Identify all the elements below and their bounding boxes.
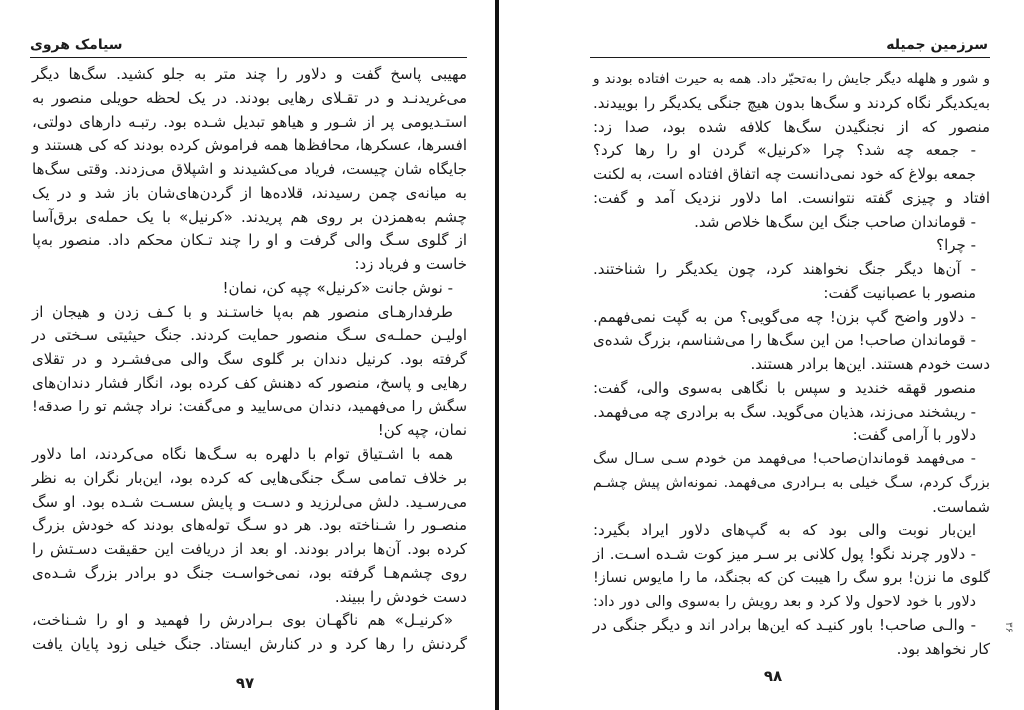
line-text: افتاد و چیزی گفته نتوانست. اما دلاور نزدیک آمد و گفت: (593, 188, 990, 207)
line-text: می‌رسـید. دلش می‌لرزید و دسـت و پایش سسـت شـده بود. او سگ (32, 492, 467, 511)
line-text: - قوماندان صاحب جنگ این سگ‌ها خلاص شد. (694, 212, 976, 231)
line-text: گردنش را رها کرد و در کنارش ایستاد. جنگ خیلی زود پایان یافت (32, 635, 467, 653)
line-text: - نوش جانت «کرنیل» چپه کن، نمان! (222, 278, 453, 297)
line-text: «کرنیـل» هم ناگهـان بوی بـرادرش را فهمید و او را شـناخت، (32, 611, 453, 630)
line-text: - قوماندان صاحب! من این سگ‌ها را می‌شناسم، بزرگ شده‌ی (593, 331, 976, 350)
line-text: منصور با عصبانیت گفت: (823, 283, 976, 302)
text-line (593, 567, 990, 591)
text-line (32, 491, 467, 515)
text-line (32, 443, 467, 467)
text-line (593, 163, 990, 187)
running-head-author: سیامک هروی (30, 37, 123, 53)
text-line (593, 234, 990, 258)
text-line (32, 348, 467, 372)
text-line (32, 396, 467, 420)
line-text: و شور و هلهله دیگر جایش را به‌تحیّر داد. همه به حیرت افتاده بودند و (593, 71, 990, 87)
body-text (32, 63, 467, 657)
line-text: - آن‌ها دیگر جنگ نخواهند کرد، چون یکدیگر را شناختند. (593, 260, 976, 278)
running-head-title: سرزمین جمیله (886, 37, 988, 53)
line-text: - جمعه چه شد؟ چرا «کرنیل» گردن او را رها کرد؟ (593, 141, 976, 160)
text-line (32, 277, 467, 301)
header-rule (590, 57, 990, 58)
line-text: - ریشخند می‌زند، هذیان می‌گوید. سگ به برادری چه می‌فهمد. (593, 402, 976, 421)
line-text: استـدیومی پر از شـور و هیاهو تبدیل شـده بود. رتبـه دارهای دولتی، (32, 112, 467, 131)
line-text: جایگاه شان چیست، فریاد می‌کشیدند و اشپلاق می‌زدند. وقتی سگ‌ها (32, 160, 467, 178)
line-text: همه با اشـتیاق توام با دلهره به سـگ‌ها نگاه می‌کردند، اما دلاور (32, 445, 453, 463)
text-line (593, 116, 990, 140)
line-text: کار نخواهد بود. (896, 640, 990, 658)
line-text: - چرا؟ (936, 236, 976, 255)
line-text: منصور قهقه خندید و سپس با نگاهی به‌سوی والی، گفت: (593, 378, 976, 397)
text-line (593, 282, 990, 306)
text-line (32, 538, 467, 562)
text-line (593, 448, 990, 472)
text-line (593, 187, 990, 211)
text-line (32, 134, 467, 158)
line-text: مهیبی پاسخ گفت و دلاور را چند متر به جلو کشید. سگ‌ها دیگر (32, 65, 467, 83)
text-line (32, 562, 467, 586)
text-line (593, 401, 990, 425)
text-line (593, 424, 990, 448)
text-line (32, 419, 467, 443)
text-line (593, 68, 990, 92)
line-text: دست خودش را ببیند. (334, 587, 467, 606)
text-line (593, 306, 990, 330)
line-text: گلوی ما نزن! برو سگ را هیبت کن که بجنگد، ما را مایوس نساز! (593, 569, 990, 586)
page-number: ۹۸ (763, 667, 783, 685)
line-text: به‌یکدیگر نگاه کردند و سگ‌ها بدون هیچ جنگی یکدیگر را بوییدند. (593, 93, 990, 112)
text-line (32, 253, 467, 277)
line-text: نمان، چپه کن! (377, 421, 467, 440)
text-line (593, 472, 990, 496)
line-text: شماست. (932, 497, 990, 516)
line-text: - والـی صاحب! باور کنیـد که این‌ها برادر اند و دیگر جنگی در (593, 616, 976, 635)
left-page (0, 0, 495, 710)
line-text: دلاور با آرامی گفت: (852, 426, 976, 445)
text-line (32, 111, 467, 135)
line-text: اولیـن حملـه‌ی سـگ منصور حمایت کردند. جنگ حیثیتی سـختی در (32, 326, 467, 345)
line-text: این‌بار نوبت والی بود که به گپ‌های دلاور ایراد بگیرد: (593, 521, 976, 540)
text-line (32, 467, 467, 491)
text-line (593, 638, 990, 662)
text-line (593, 211, 990, 235)
text-line (32, 586, 467, 610)
text-line (32, 158, 467, 182)
text-line (32, 301, 467, 325)
line-text: - دلاور چرند نگو! پول کلانی بر سـر میز کوت شـده اسـت. از (593, 545, 976, 563)
text-line (32, 229, 467, 253)
line-text: دست خودم هستند. این‌ها برادر هستند. (750, 355, 990, 373)
line-text: گرفته بود. کرنیل دندان بر گلوی سگ والی می‌فشـرد و در تقلای (32, 350, 467, 368)
margin-note: ۳۶ (1002, 622, 1014, 633)
line-text: به میانه‌ی چمن رسیدند، قلاده‌ها از گردن‌های‌شان باز شد و در یک (32, 183, 467, 202)
text-line (593, 139, 990, 163)
text-line (32, 63, 467, 87)
header-rule (30, 57, 467, 58)
text-line (593, 543, 990, 567)
line-text: منصـور را شـناخته بود. هر دو سـگ توله‌های بودند که خودش بزرگ (32, 516, 467, 535)
line-text: روی چشم‌هـا گرفته بود، نمی‌خواسـت جنگ دو برادر بزرگ شـده‌ی (32, 563, 467, 582)
line-text: افسرها، عسکرها، محافظ‌ها همه فراموش کرده بودند که کی هستند و (32, 136, 467, 155)
text-line (593, 353, 990, 377)
text-line (32, 633, 467, 657)
text-line (32, 182, 467, 206)
text-line (32, 372, 467, 396)
line-text: خاست و فریاد زد: (354, 255, 467, 273)
body-text (593, 68, 990, 662)
line-text: طرفدارهـای منصور هم به‌پا خاستـند و با کـف زدن و هیجان از (32, 302, 453, 321)
line-text: می‌غریدنـد و در تقـلای رهایی بودند. در یک لحظه حویلی منصور به (32, 88, 467, 107)
text-line (32, 609, 467, 633)
text-line (593, 329, 990, 353)
text-line (32, 324, 467, 348)
text-line (32, 206, 467, 230)
text-line (32, 87, 467, 111)
line-text: از گلوی سـگ والی گرفت و او را چند تـکان محکم داد. منصور به‌پا (32, 231, 467, 250)
text-line (32, 514, 467, 538)
right-page (500, 0, 1024, 710)
page-number: ۹۷ (235, 674, 255, 692)
line-text: چشم به‌همزدن بر روی هم پریدند. «کرنیل» با یک حمله‌ی برق‌آسا (32, 207, 467, 226)
line-text: منصور که از نجنگیدن سگ‌ها کلافه شده بود، صدا زد: (593, 117, 990, 136)
line-text: رهایی و پاسخ، منصور که دهنش کف کرده بود، انگار فشار دندان‌های (32, 373, 467, 392)
line-text: بزرگ کردم، سـگ خیلی به بـرادری می‌فهمد. نمونه‌اش پیش چشـم (593, 474, 990, 491)
line-text: جمعه بولاغ که خود نمی‌دانست چه اتفاق افتاده است، به لکنت (593, 165, 976, 183)
line-text: سگش را می‌فهمید، دندان می‌سایید و می‌گفت: نراد چشم تو را صدقه! (32, 398, 467, 415)
line-text: کرده بود. آن‌ها برادر بودند. او بعد از دریافت این حقیقت دسـتش را (32, 540, 467, 558)
line-text: بر خلاف تمامی سـگ جنگی‌هایی که کرده بود، این‌بار نگران به نظر (32, 468, 467, 487)
text-line (593, 496, 990, 520)
text-line (593, 377, 990, 401)
book-gutter (495, 0, 499, 710)
text-line (593, 614, 990, 638)
line-text: - می‌فهمد قوماندان‌صاحب! می‌فهمد من خودم سـی سـال سگ (593, 451, 976, 467)
text-line (593, 591, 990, 615)
line-text: - دلاور واضح گپ بزن! چه می‌گویی؟ من به گپت نمی‌فهمم. (593, 307, 976, 326)
line-text: دلاور با خود لاحول ولا کرد و بعد رویش را به‌سوی والی دور داد: (593, 593, 976, 610)
text-line (593, 258, 990, 282)
text-line (593, 92, 990, 116)
text-line (593, 519, 990, 543)
